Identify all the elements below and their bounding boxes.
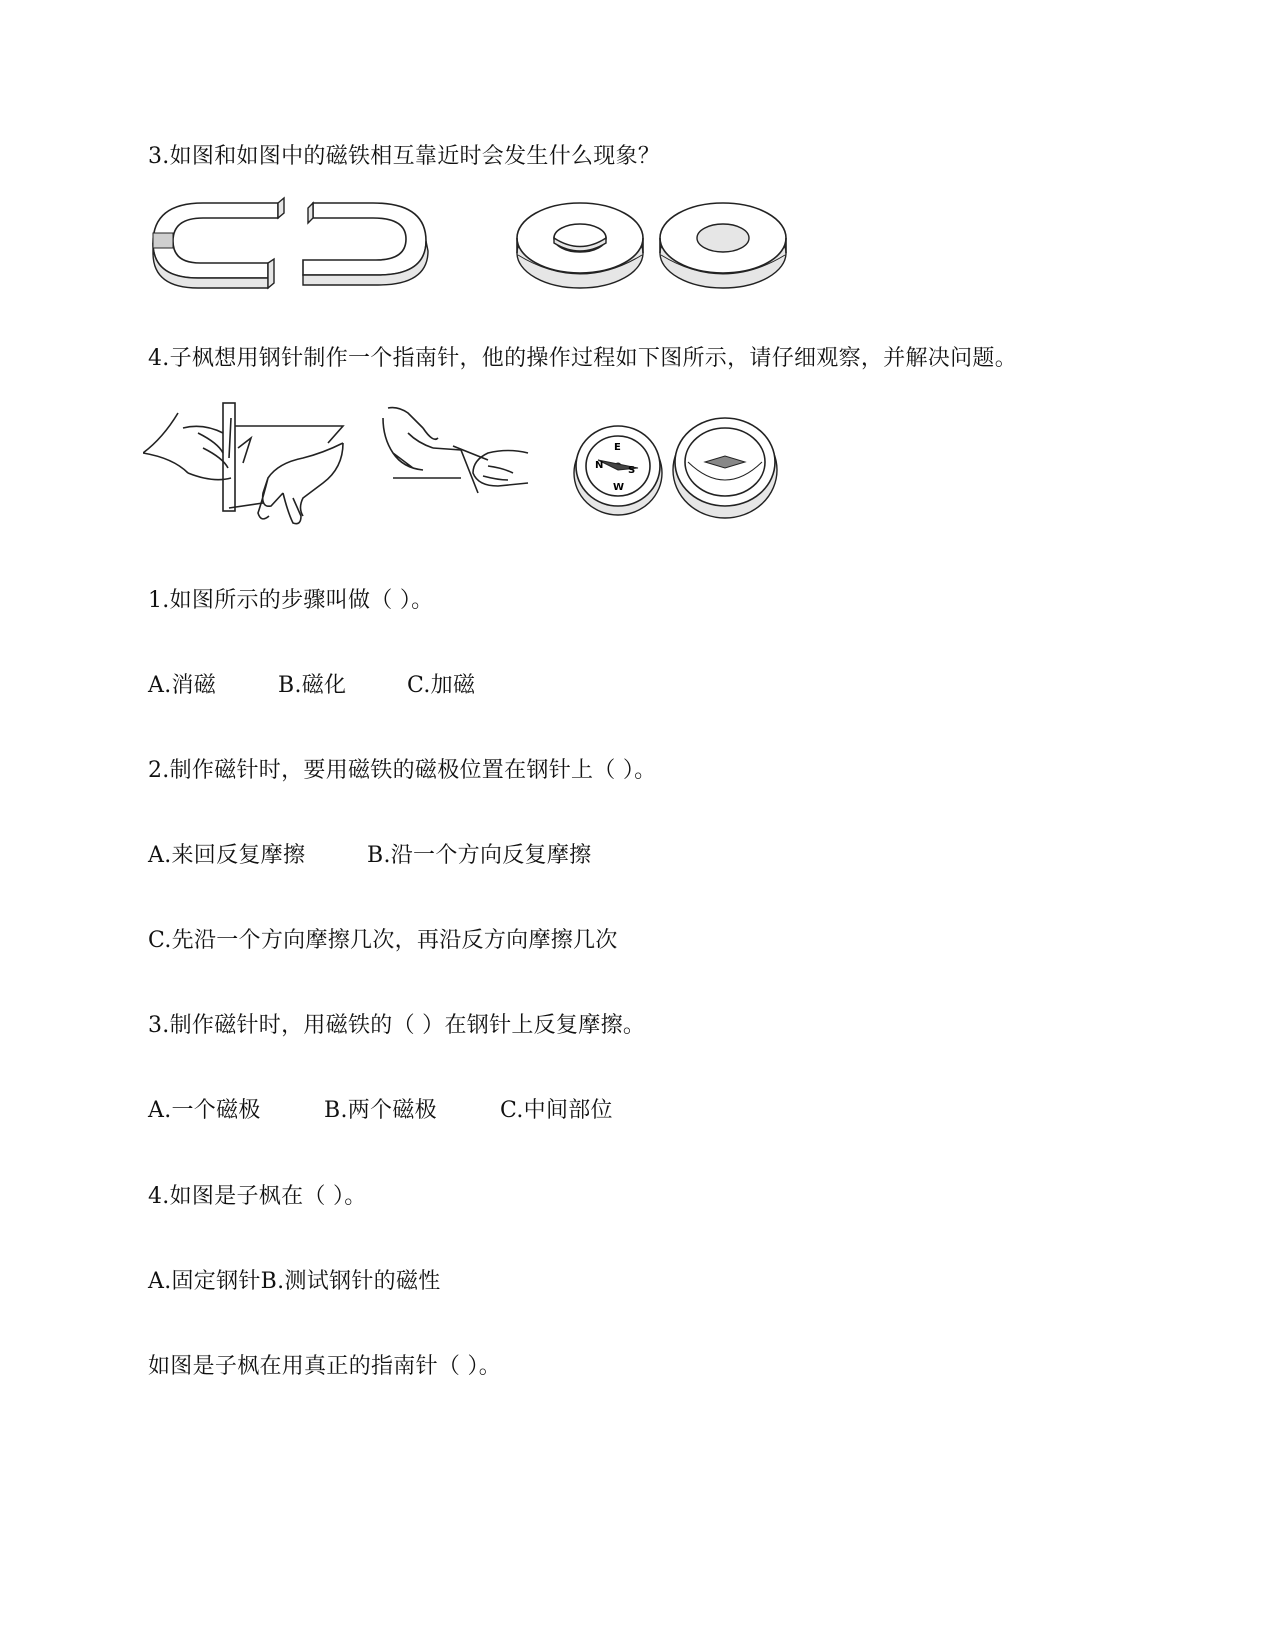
sub-question-2: 2.制作磁针时，要用磁铁的磁极位置在钢针上（ ）。	[148, 758, 657, 783]
question-4-text: 4.子枫想用钢针制作一个指南针，他的操作过程如下图所示，请仔细观察，并解决问题。	[148, 346, 1017, 371]
u-magnet-right	[303, 203, 428, 285]
compass-1	[574, 426, 662, 515]
compass-letter-e: E	[614, 442, 621, 453]
compass-2	[673, 418, 777, 518]
compass-letter-w: W	[613, 482, 625, 493]
ring-magnet-2	[660, 203, 786, 288]
option-b[interactable]: B.沿一个方向反复摩擦	[367, 843, 592, 868]
option-c[interactable]: C.加磁	[407, 673, 476, 698]
sub-question-3: 3.制作磁针时，用磁铁的（ ）在钢针上反复摩擦。	[148, 1013, 646, 1038]
needle-process-figure	[143, 398, 783, 542]
compass-letter-s: S	[628, 465, 636, 476]
option-b[interactable]: B.磁化	[278, 673, 347, 698]
magnets-illustration	[148, 193, 808, 298]
compass-letter-n: N	[595, 460, 604, 471]
sub-question-5: 如图是子枫在用真正的指南针（ ）。	[148, 1354, 502, 1379]
magnets-figure	[148, 193, 808, 302]
rubbing-needle-hands	[143, 403, 343, 524]
sub-question-1: 1.如图所示的步骤叫做（ ）。	[148, 588, 434, 613]
option-a[interactable]: A.来回反复摩擦	[148, 843, 306, 868]
testing-needle-hands	[383, 408, 528, 493]
sub-question-2-option-c[interactable]: C.先沿一个方向摩擦几次，再沿反方向摩擦几次	[148, 928, 618, 953]
sub-question-3-options	[148, 1096, 613, 1126]
option-b[interactable]: B.两个磁极	[324, 1098, 437, 1123]
sub-question-4-options[interactable]: A.固定钢针B.测试钢针的磁性	[148, 1269, 441, 1294]
needle-process-illustration	[143, 398, 783, 538]
option-c[interactable]: C.中间部位	[500, 1098, 613, 1123]
option-a[interactable]: A.消磁	[148, 673, 217, 698]
sub-question-2-options	[148, 841, 591, 871]
ring-magnet-1	[517, 203, 643, 288]
question-3-text: 3.如图和如图中的磁铁相互靠近时会发生什么现象？	[148, 144, 661, 169]
sub-question-1-options	[148, 671, 475, 701]
option-a[interactable]: A.一个磁极	[148, 1098, 261, 1123]
u-magnet-left	[153, 198, 284, 288]
sub-question-4: 4.如图是子枫在（ ）。	[148, 1184, 367, 1209]
